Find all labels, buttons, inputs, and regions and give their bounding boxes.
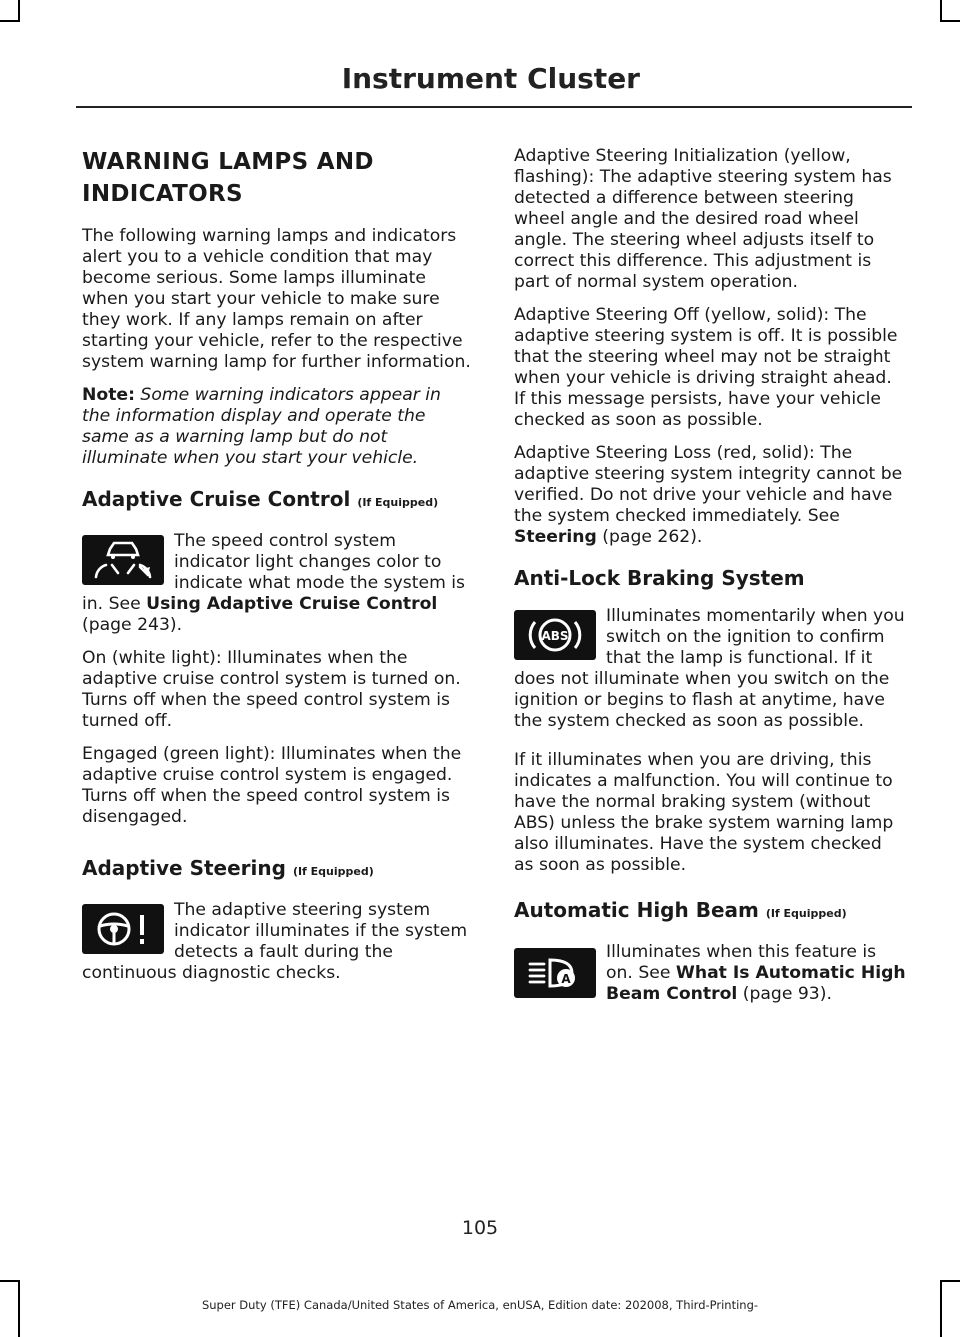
steering-fault-icon <box>82 904 164 954</box>
ahb-icon-text: A <box>561 972 571 986</box>
ahb-title: Automatic High Beam <box>514 898 759 922</box>
steer-heading <box>82 854 474 886</box>
crop-mark <box>0 1280 20 1282</box>
acc-paragraph-3: Engaged (green light): Illuminates when the adaptive cruise control system is engaged. Turns off when the speed control system is disengaged. <box>82 744 462 827</box>
abs-heading: Anti-Lock Braking System <box>514 566 805 590</box>
intro-paragraph: The following warning lamps and indicators alert you to a vehicle condition that may become serious. Some lamps illuminate when you start your vehicle to make sure they work. If any lamps remain on after starting your vehicle, refer to the respective system warning lamp for further information. <box>82 226 471 372</box>
steer-if-equipped: (If Equipped) <box>292 865 374 878</box>
page-number: 105 <box>461 1217 499 1239</box>
left-column <box>82 146 474 996</box>
steer-loss-paragraph <box>514 443 906 548</box>
acc-link[interactable]: Using Adaptive Cruise Control <box>146 594 438 614</box>
right-column <box>514 146 906 1017</box>
steer-off-paragraph: Adaptive Steering Off (yellow, solid): The adaptive steering system is off. It is possible that the steering wheel may not be straight when your vehicle is driving straight ahead. If this message persists, have your vehicle checked as soon as possible. <box>514 305 898 430</box>
steer-init-paragraph: Adaptive Steering Initialization (yellow, flashing): The adaptive steering system has detected a difference between steering wheel angle and the desired road wheel angle. The steering wheel adjusts itself to correct this difference. This adjustment is part of normal system operation. <box>514 146 892 292</box>
footer-text: Super Duty (TFE) Canada/United States of America, enUSA, Edition date: 202008, Third-Printing- <box>201 1298 759 1312</box>
auto-high-beam-icon <box>514 948 596 998</box>
steering-link[interactable]: Steering <box>514 527 597 547</box>
abs-icon-text: ABS <box>541 629 569 643</box>
crop-mark <box>0 20 20 22</box>
acc-if-equipped: (If Equipped) <box>357 496 439 509</box>
abs-paragraph-1: Illuminates momentarily when you switch on the ignition to confirm that the lamp is functional. If it does not illuminate when you switch on the ignition or begins to flash at anytime, have the system checked as soon as possible. <box>514 606 905 731</box>
ahb-page: (page 93). <box>742 984 832 1004</box>
abs-paragraph-2: If it illuminates when you are driving, this indicates a malfunction. You will continue to have the normal braking system (without ABS) unless the brake system warning lamp also illuminates. Have the system checked as soon as possible. <box>514 750 894 875</box>
steer-loss-page: (page 262). <box>602 527 703 547</box>
steer-loss-text: Adaptive Steering Loss (red, solid): The adaptive steering system integrity cannot be verified. Do not drive your vehicle and have the system checked immediately. See <box>514 443 903 526</box>
note-text: Some warning indicators appear in the information display and operate the same as a warning lamp but do not illuminate when you start your vehicle. <box>82 385 441 468</box>
acc-paragraph-2: On (white light): Illuminates when the adaptive cruise control system is turned on. Turns off when the speed control system is turned off. <box>82 648 461 731</box>
ahb-text: Illuminates when this feature is on. See <box>606 942 877 983</box>
note-paragraph <box>82 385 474 469</box>
steer-paragraph-1: The adaptive steering system indicator illuminates if the system detects a fault during the continuous diagnostic checks. <box>82 900 468 983</box>
adaptive-cruise-icon <box>82 535 164 585</box>
header-rule <box>76 106 912 108</box>
section-heading: WARNING LAMPS AND INDICATORS <box>82 149 374 207</box>
crop-mark <box>940 0 942 22</box>
acc-heading <box>82 485 474 517</box>
crop-mark <box>18 0 20 22</box>
acc-title: Adaptive Cruise Control <box>82 487 351 511</box>
page-header-title: Instrument Cluster <box>341 62 640 95</box>
crop-mark <box>940 1280 960 1282</box>
abs-icon <box>514 610 596 660</box>
acc-p1-page: (page 243). <box>82 615 183 635</box>
ahb-heading <box>514 896 906 928</box>
steer-title: Adaptive Steering <box>82 856 286 880</box>
crop-mark <box>940 20 960 22</box>
acc-p1-text: The speed control system indicator light changes color to indicate what mode the system is in. See <box>82 531 466 614</box>
ahb-if-equipped: (If Equipped) <box>765 907 847 920</box>
ahb-link[interactable]: What Is Automatic High Beam Control <box>606 963 906 1004</box>
note-label: Note: <box>82 385 135 405</box>
